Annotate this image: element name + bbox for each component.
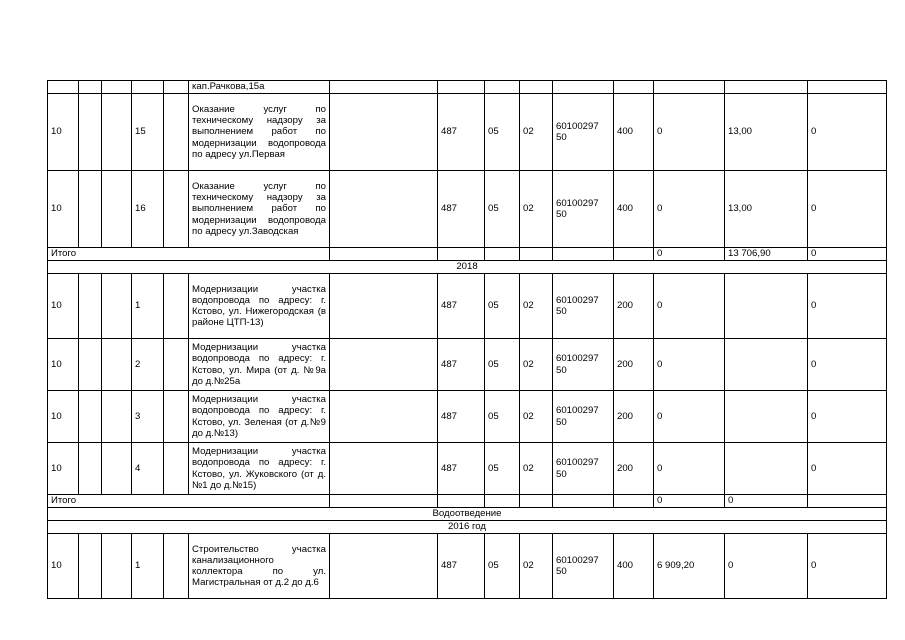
ministry-code-cell: 487	[438, 534, 485, 599]
amount-cell: 0	[808, 443, 887, 495]
total-value-cell: 13 706,90	[725, 248, 808, 261]
table-row	[48, 339, 887, 391]
empty-cell	[330, 94, 438, 171]
empty-cell	[102, 274, 132, 339]
empty-cell	[79, 443, 102, 495]
subsection-code-cell: 02	[520, 443, 553, 495]
empty-cell	[330, 534, 438, 599]
section-code-cell: 05	[485, 274, 520, 339]
table-row	[48, 508, 887, 521]
empty-cell	[164, 171, 189, 248]
expense-type-cell: 200	[614, 443, 654, 495]
section-code-cell: 05	[485, 391, 520, 443]
amount-cell: 13,00	[725, 171, 808, 248]
section-header-cell: 2018	[48, 261, 887, 274]
section-code-cell: 05	[485, 171, 520, 248]
target-code-cell: 60100297 50	[553, 391, 614, 443]
target-code-cell: 60100297 50	[553, 339, 614, 391]
empty-cell	[330, 171, 438, 248]
empty-cell	[79, 274, 102, 339]
total-value-cell: 0	[725, 495, 808, 508]
amount-cell: 0	[808, 339, 887, 391]
target-code-cell: 60100297 50	[553, 274, 614, 339]
total-value-cell: 0	[654, 495, 725, 508]
empty-cell	[330, 443, 438, 495]
ministry-code-cell: 487	[438, 274, 485, 339]
empty-cell	[132, 81, 164, 94]
total-value-cell: 0	[808, 248, 887, 261]
amount-cell: 13,00	[725, 94, 808, 171]
target-code-cell: 60100297 50	[553, 534, 614, 599]
empty-cell	[330, 274, 438, 339]
empty-cell	[485, 248, 520, 261]
description-cell: кап.Рачкова,15а	[189, 81, 330, 94]
budget-table	[47, 80, 887, 599]
total-value-cell	[808, 495, 887, 508]
item-number-cell: 16	[132, 171, 164, 248]
amount-cell	[725, 339, 808, 391]
subsection-code-cell: 02	[520, 171, 553, 248]
amount-cell: 0	[808, 171, 887, 248]
item-number-cell: 1	[132, 534, 164, 599]
empty-cell	[330, 248, 438, 261]
empty-cell	[164, 94, 189, 171]
empty-cell	[330, 391, 438, 443]
target-code-cell: 60100297 50	[553, 94, 614, 171]
empty-cell	[164, 81, 189, 94]
code-cell: 10	[48, 274, 79, 339]
table-row	[48, 248, 887, 261]
code-cell: 10	[48, 391, 79, 443]
table-row	[48, 261, 887, 274]
empty-cell	[102, 391, 132, 443]
amount-cell: 0	[725, 534, 808, 599]
empty-cell	[79, 171, 102, 248]
amount-cell: 0	[654, 443, 725, 495]
subsection-code-cell: 02	[520, 94, 553, 171]
item-number-cell: 3	[132, 391, 164, 443]
code-cell: 10	[48, 171, 79, 248]
ministry-code-cell: 487	[438, 391, 485, 443]
item-number-cell: 4	[132, 443, 164, 495]
amount-cell: 0	[808, 534, 887, 599]
empty-cell	[164, 534, 189, 599]
empty-cell	[102, 339, 132, 391]
table-row	[48, 171, 887, 248]
table-row	[48, 521, 887, 534]
empty-cell	[102, 534, 132, 599]
expense-type-cell: 400	[614, 171, 654, 248]
empty-cell	[79, 534, 102, 599]
ministry-code-cell: 487	[438, 443, 485, 495]
subsection-code-cell: 02	[520, 391, 553, 443]
description-cell: Оказание услуг по техническому надзору за выполнением работ по модернизации водопровода по адресу ул.Заводская	[189, 171, 330, 248]
code-cell: 10	[48, 534, 79, 599]
expense-type-cell: 200	[614, 339, 654, 391]
expense-type-cell: 400	[614, 534, 654, 599]
description-cell: Строительство участка канализационного коллектора по ул. Магистральная от д.2 до д.6	[189, 534, 330, 599]
table-body	[48, 81, 887, 599]
table-row	[48, 495, 887, 508]
section-code-cell: 05	[485, 339, 520, 391]
amount-cell: 0	[808, 94, 887, 171]
empty-cell	[520, 81, 553, 94]
table-row	[48, 391, 887, 443]
empty-cell	[79, 94, 102, 171]
empty-cell	[79, 391, 102, 443]
amount-cell: 0	[654, 391, 725, 443]
section-code-cell: 05	[485, 94, 520, 171]
expense-type-cell: 200	[614, 274, 654, 339]
empty-cell	[330, 495, 438, 508]
target-code-cell: 60100297 50	[553, 171, 614, 248]
item-number-cell: 15	[132, 94, 164, 171]
empty-cell	[438, 248, 485, 261]
empty-cell	[485, 495, 520, 508]
amount-cell: 0	[654, 339, 725, 391]
empty-cell	[438, 495, 485, 508]
code-cell: 10	[48, 339, 79, 391]
target-code-cell: 60100297 50	[553, 443, 614, 495]
amount-cell	[725, 391, 808, 443]
empty-cell	[164, 339, 189, 391]
ministry-code-cell: 487	[438, 94, 485, 171]
code-cell: 10	[48, 94, 79, 171]
amount-cell	[725, 443, 808, 495]
empty-cell	[654, 81, 725, 94]
ministry-code-cell: 487	[438, 339, 485, 391]
empty-cell	[330, 339, 438, 391]
item-number-cell: 1	[132, 274, 164, 339]
empty-cell	[520, 248, 553, 261]
empty-cell	[102, 443, 132, 495]
empty-cell	[614, 248, 654, 261]
amount-cell	[725, 274, 808, 339]
section-code-cell: 05	[485, 534, 520, 599]
empty-cell	[553, 495, 614, 508]
empty-cell	[164, 274, 189, 339]
table-row	[48, 443, 887, 495]
expense-type-cell: 400	[614, 94, 654, 171]
empty-cell	[102, 81, 132, 94]
total-value-cell: 0	[654, 248, 725, 261]
table-row	[48, 534, 887, 599]
section-header-cell: 2016 год	[48, 521, 887, 534]
section-header-cell: Водоотведение	[48, 508, 887, 521]
empty-cell	[520, 495, 553, 508]
empty-cell	[614, 495, 654, 508]
empty-cell	[725, 81, 808, 94]
empty-cell	[614, 81, 654, 94]
table-row	[48, 81, 887, 94]
description-cell: Оказание услуг по техническому надзору за выполнением работ по модернизации водопровода по адресу ул.Первая	[189, 94, 330, 171]
description-cell: Модернизации участка водопровода по адресу: г. Кстово, ул. Зеленая (от д.№9 до д.№13)	[189, 391, 330, 443]
total-label-cell: Итого	[48, 248, 330, 261]
ministry-code-cell: 487	[438, 171, 485, 248]
empty-cell	[553, 81, 614, 94]
empty-cell	[485, 81, 520, 94]
expense-type-cell: 200	[614, 391, 654, 443]
amount-cell: 0	[654, 274, 725, 339]
empty-cell	[808, 81, 887, 94]
total-label-cell: Итого	[48, 495, 330, 508]
description-cell: Модернизации участка водопровода по адресу: г. Кстово, ул. Мира (от д. №9а до д.№25а	[189, 339, 330, 391]
subsection-code-cell: 02	[520, 339, 553, 391]
table-row	[48, 94, 887, 171]
description-cell: Модернизации участка водопровода по адресу: г. Кстово, ул. Нижегородская (в районе ЦТП-13)	[189, 274, 330, 339]
item-number-cell: 2	[132, 339, 164, 391]
empty-cell	[164, 443, 189, 495]
amount-cell: 0	[808, 274, 887, 339]
empty-cell	[330, 81, 438, 94]
amount-cell: 6 909,20	[654, 534, 725, 599]
empty-cell	[102, 171, 132, 248]
code-cell: 10	[48, 443, 79, 495]
empty-cell	[164, 391, 189, 443]
amount-cell: 0	[654, 94, 725, 171]
subsection-code-cell: 02	[520, 274, 553, 339]
empty-cell	[553, 248, 614, 261]
table-row	[48, 274, 887, 339]
empty-cell	[438, 81, 485, 94]
empty-cell	[79, 339, 102, 391]
description-cell: Модернизации участка водопровода по адресу: г. Кстово, ул. Жуковского (от д.№1 до д.№15)	[189, 443, 330, 495]
empty-cell	[48, 81, 79, 94]
amount-cell: 0	[654, 171, 725, 248]
empty-cell	[79, 81, 102, 94]
empty-cell	[102, 94, 132, 171]
section-code-cell: 05	[485, 443, 520, 495]
subsection-code-cell: 02	[520, 534, 553, 599]
amount-cell: 0	[808, 391, 887, 443]
